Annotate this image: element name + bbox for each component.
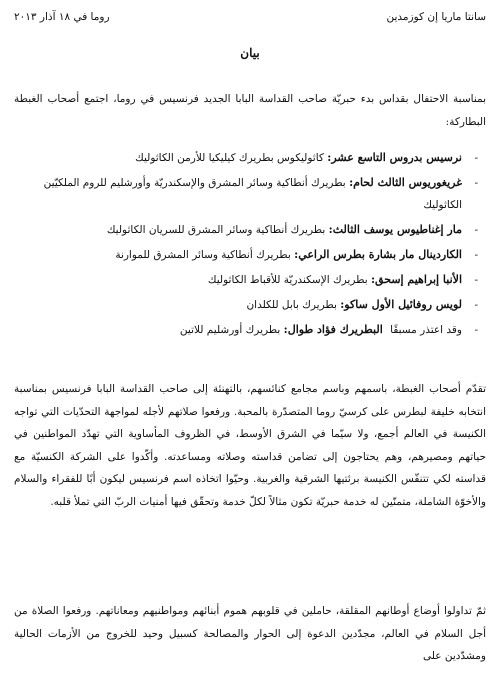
patriarch-name: الأنبا إبراهيم إسحق:	[370, 273, 462, 286]
patriarchs-list	[14, 147, 478, 344]
patriarch-title: بطريرك أنطاكية وسائر المشرق للسريان الكاثوليك	[106, 224, 329, 236]
patriarch-name: مار إغناطيوس يوسف الثالث:	[328, 223, 462, 236]
patriarch-title: كاثوليكوس بطريرك كيليكيا للأرمن الكاثوليك	[135, 152, 328, 164]
apology-text: وقد اعتذر مسبقًا	[386, 324, 462, 336]
body-paragraph-2: ثمّ تداولوا أوضاع أوطانهم المقلقة، حاملين في قلوبهم هموم أبنائهم ومواطنيهم ومعاناتهم. ورفعوا الصلاة من أجل السلام في العالم، مجدّدين الدعوة إلى الحوار والمصالحة كسبيل وحيد للخروج من الأزمات الحالية ومشدّدين على	[14, 605, 486, 662]
list-item	[14, 294, 478, 316]
bullet-marker: -	[474, 249, 478, 261]
patriarch-name: لويس روفائيل الأول ساكو:	[340, 298, 462, 311]
intro-paragraph: بمناسبة الاحتفال بقداس بدء حبريّة صاحب القداسة البابا الجديد فرنسيس في روما، اجتمع أصحاب الغبطة البطاركة:	[14, 93, 486, 128]
patriarch-name: غريغوريوس الثالث لحام:	[349, 176, 462, 189]
list-item	[14, 319, 478, 341]
organization-name: سانتا ماريا إن كوزمدين	[386, 11, 486, 23]
patriarch-name: البطريرك فؤاد طوال:	[283, 323, 383, 336]
body-paragraph-1: تقدّم أصحاب الغبطة، باسمهم وباسم مجامع كنائسهم، بالتهنئة إلى صاحب القداسة البابا فرنسيس بمناسبة انتخابه خليفة لبطرس على كرسيّ روما المتصدّرة بالمحبة. ورفعوا صلاتهم لأجله لمواجهة التحدّيات التي تواجه الكنيسة في العالم أجمع، ولا سيّما في الشرق الأوسط، في الظروف المأساوية التي تهدّد المواطنين في حياتهم ومصيرهم، وهم يحتاجون إلى تضامن قداسته وصلاته ومساعدته. وأكّدوا على الشركة الكنسيّة مع قداسته لكي تتنفّس الكنيسة برئتيها الشرقية والغربية. وحيّوا اتخاذه اسم فرنسيس ليكون أبًا للفقراء والسلام والأخوّة الشاملة، متمنّين له خدمة حبريّة تكون مثالاً لكلّ خدمة وتحقّق فيها أمنيات الربّ التي تملأ قلبه.	[14, 383, 486, 508]
list-item	[14, 147, 478, 169]
patriarch-title: بطريرك أنطاكية وسائر المشرق للموارنة	[115, 249, 295, 261]
patriarch-title: بطريرك أنطاكية وسائر المشرق والإسكندريّة وأورشليم للروم الملكيّين الكاثوليك	[43, 177, 462, 211]
document-date: روما في ١٨ آذار ٢٠١٣	[14, 11, 110, 23]
patriarch-title: بطريرك بابل للكلدان	[246, 299, 341, 311]
list-item	[14, 244, 478, 266]
patriarch-name: نرسيس بدروس التاسع عشر:	[327, 151, 462, 164]
list-item	[14, 219, 478, 241]
bullet-marker: -	[474, 177, 478, 189]
patriarch-name: الكاردينال مار بشارة بطرس الراعي:	[294, 248, 462, 261]
patriarch-title: بطريرك الإسكندريّة للأقباط الكاثوليك	[207, 274, 371, 286]
bullet-marker: -	[474, 274, 478, 286]
list-item	[14, 269, 478, 291]
bullet-marker: -	[474, 224, 478, 236]
bullet-marker: -	[474, 152, 478, 164]
document-title: بيان	[240, 46, 260, 60]
bullet-marker: -	[474, 299, 478, 311]
patriarch-title: بطريرك أورشليم للاتين	[179, 324, 284, 336]
list-item	[14, 172, 478, 216]
bullet-marker: -	[474, 324, 478, 336]
